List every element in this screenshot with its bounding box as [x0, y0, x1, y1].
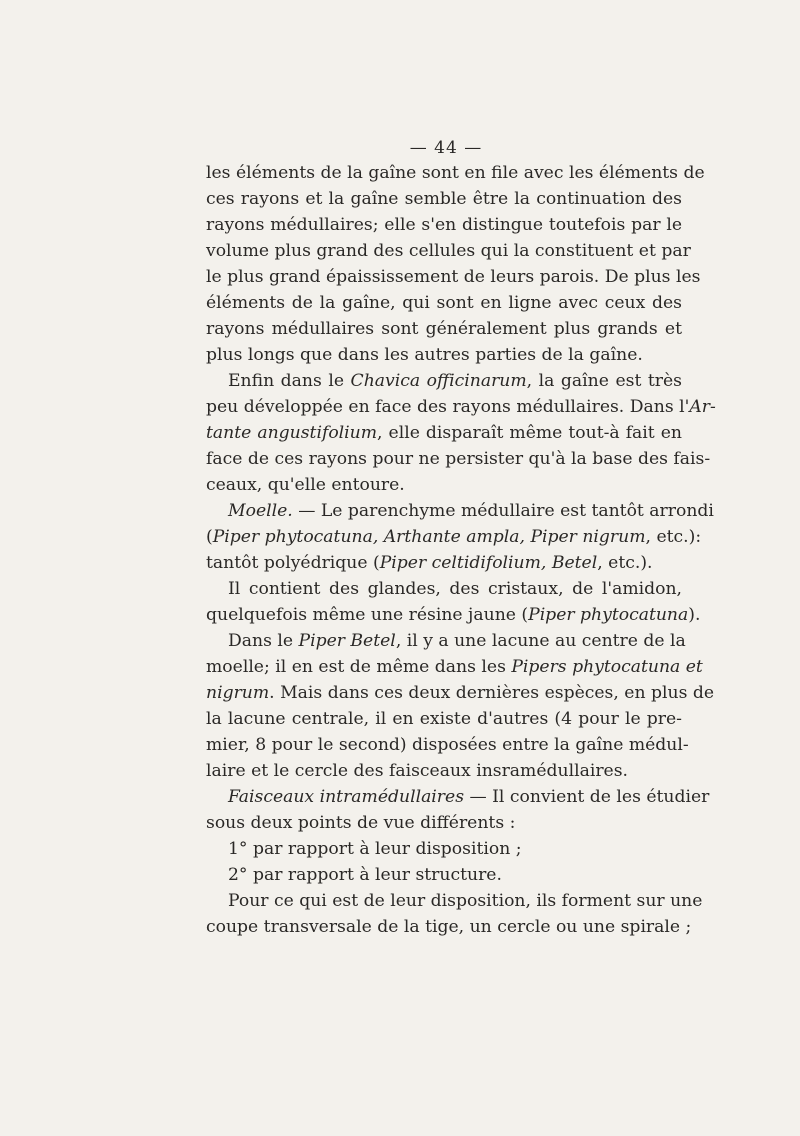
text-segment: sous deux points de vue différents :: [206, 813, 516, 833]
text-line: [206, 368, 682, 394]
text-line: [206, 264, 701, 290]
text-segment: , la gaîne est très: [526, 371, 682, 391]
text-segment: peu développée en face des rayons médullaires. Dans l': [206, 397, 690, 417]
text-line: [206, 784, 710, 810]
text-segment: moelle; il en est de même dans les: [206, 657, 512, 677]
text-line: [206, 914, 692, 940]
italic-text: nigrum: [206, 683, 270, 703]
text-segment: . Mais dans ces deux dernières espèces, en plus de: [269, 683, 715, 703]
text-line: [206, 472, 682, 498]
text-segment: laire et le cercle des faisceaux insramédullaires.: [206, 761, 628, 781]
text-line: [206, 628, 686, 654]
text-line: [206, 550, 682, 576]
text-segment: Il contient des glandes, des cristaux, de l'amidon,: [228, 579, 682, 599]
text-segment: Dans le: [228, 631, 299, 651]
text-line: [206, 732, 689, 758]
text-segment: Enfin dans le: [228, 371, 351, 391]
italic-text: Piper phytocatuna, Arthante ampla, Piper nigrum: [212, 527, 646, 547]
italic-text: Piper celtidifolium, Betel: [379, 553, 598, 573]
text-segment: Pour ce qui est de leur disposition, ils forment sur une: [228, 891, 703, 911]
text-segment: ces rayons et la gaîne semble être la continuation des: [206, 189, 682, 209]
text-line: [206, 498, 714, 524]
text-segment: face de ces rayons pour ne persister qu'à la base des fais-: [206, 449, 711, 469]
body-text: [206, 160, 716, 940]
text-line: [206, 810, 682, 836]
text-segment: 1° par rapport à leur disposition ;: [228, 839, 522, 859]
text-line: [206, 602, 701, 628]
text-segment: , elle disparaît même tout-à fait en: [377, 423, 682, 443]
italic-text: Moelle.: [228, 501, 293, 521]
text-segment: — Le parenchyme médullaire est tantôt arrondi: [292, 501, 714, 521]
italic-text: Piper phytocatuna: [528, 605, 689, 625]
text-line: [206, 576, 682, 602]
text-line: [206, 342, 682, 368]
italic-text: tante angustifolium: [206, 423, 378, 443]
text-segment: , il y a une lacune au centre de la: [395, 631, 686, 651]
text-segment: — Il convient de les étudier: [464, 787, 710, 807]
text-line: [206, 888, 703, 914]
text-line: [206, 290, 682, 316]
text-segment: mier, 8 pour le second) disposées entre la gaîne médul-: [206, 735, 689, 755]
text-segment: éléments de la gaîne, qui sont en ligne avec ceux des: [206, 293, 682, 313]
italic-text: Chavica officinarum: [350, 371, 527, 391]
text-line: [206, 706, 682, 732]
text-line: [206, 160, 705, 186]
text-segment: les éléments de la gaîne sont en file avec les éléments de: [206, 163, 705, 183]
text-line: [206, 394, 716, 420]
italic-text: Ar-: [689, 397, 716, 417]
text-segment: volume plus grand des cellules qui la constituent et par: [206, 241, 691, 261]
text-line: [206, 186, 682, 212]
italic-text: Piper Betel: [298, 631, 396, 651]
text-segment: (: [206, 527, 213, 547]
text-segment: , etc.):: [645, 527, 702, 547]
text-line: [206, 836, 682, 862]
text-line: [206, 420, 682, 446]
italic-text: Faisceaux intramédullaires: [228, 787, 465, 807]
text-line: [206, 238, 691, 264]
text-line: [206, 758, 682, 784]
text-line: [206, 524, 702, 550]
text-segment: plus longs que dans les autres parties de la gaîne.: [206, 345, 643, 365]
text-segment: le plus grand épaississement de leurs parois. De plus les: [206, 267, 701, 287]
text-line: [206, 654, 703, 680]
text-line: [206, 316, 682, 342]
text-line: [206, 680, 715, 706]
text-segment: rayons médullaires sont généralement plus grands et: [206, 319, 682, 339]
text-line: [206, 862, 682, 888]
italic-text: Pipers phytocatuna et: [511, 657, 703, 677]
text-segment: rayons médullaires; elle s'en distingue toutefois par le: [206, 215, 682, 235]
text-segment: , etc.).: [597, 553, 653, 573]
text-segment: la lacune centrale, il en existe d'autres (4 pour le pre-: [206, 709, 682, 729]
text-segment: coupe transversale de la tige, un cercle ou une spirale ;: [206, 917, 692, 937]
text-segment: tantôt polyédrique (: [206, 553, 380, 573]
page-number: — 44 —: [409, 138, 483, 158]
text-line: [206, 446, 711, 472]
text-segment: ).: [688, 605, 701, 625]
text-line: [206, 212, 682, 238]
text-segment: quelquefois même une résine jaune (: [206, 605, 529, 625]
text-segment: ceaux, qu'elle entoure.: [206, 475, 405, 495]
text-segment: 2° par rapport à leur structure.: [228, 865, 502, 885]
